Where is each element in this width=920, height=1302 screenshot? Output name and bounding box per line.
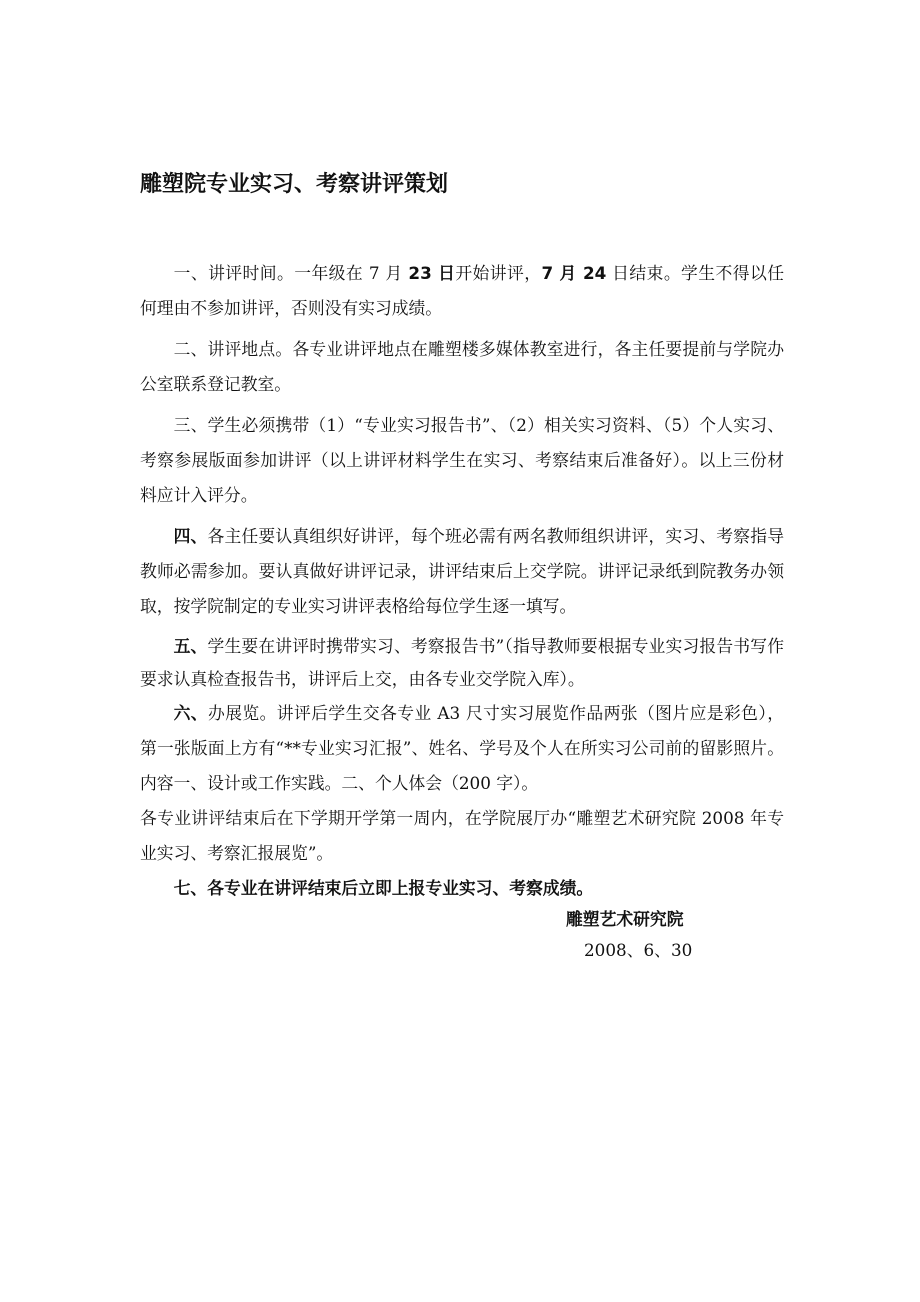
report-text: 学生要在讲评时携带实习、考察报告书”（指导教师要根据专业实习报告书写作要求认真检查报告书，讲评后上交，由各专业交学院入库）。: [140, 636, 784, 689]
materials-text: 学生必须携带（1）“专业实习报告书”、（2）相关实习资料、（5）个人实习、考察参展版面参加讲评（以上讲评材料学生在实习、考察结束后准备好）。以上三份材料应计入评分。: [140, 415, 784, 505]
paragraph-number: 一、: [173, 263, 209, 283]
paragraph-number: 二、: [173, 339, 208, 359]
paragraph-number: 六、: [173, 703, 208, 723]
signature-block: [566, 904, 766, 966]
schedule-text-part3: 日结束。学生不得以任何理由不参加讲评，否则没有实习成绩。: [140, 263, 784, 318]
paragraph-number: 五、: [173, 636, 208, 656]
paragraph-number: 四、: [173, 526, 208, 546]
start-date-day: 23: [408, 263, 432, 283]
paragraph-organization: [140, 519, 784, 624]
location-text: 讲评地点。各专业讲评地点在雕塑楼多媒体教室进行，各主任要提前与学院办公室联系登记教室。: [140, 339, 784, 394]
signature-date: 2008、6、30: [584, 940, 693, 960]
end-date: 7 月 24: [541, 263, 607, 283]
schedule-text-part1: 讲评时间。一年级在 7 月: [208, 263, 409, 283]
document-body: [140, 256, 784, 906]
start-date-suffix: 日: [431, 263, 456, 283]
paragraph-location: [140, 332, 784, 402]
paragraph-exhibition: [140, 696, 784, 801]
document-title: 雕塑院专业实习、考察讲评策划: [140, 172, 449, 197]
paragraph-schedule: [140, 256, 784, 326]
paragraph-materials: [140, 408, 784, 513]
paragraph-exhibition-note: 各专业讲评结束后在下学期开学第一周内，在学院展厅办“雕塑艺术研究院 2008 年专业实习、考察汇报展览”。: [140, 808, 784, 863]
signature-organization: 雕塑艺术研究院: [566, 909, 684, 929]
exhibition-text: 办展览。讲评后学生交各专业 A3 尺寸实习展览作品两张（图片应是彩色），第一张版面上方有“**专业实习汇报”、姓名、学号及个人在所实习公司前的留影照片。内容一、设计或工作实践。二、个人体会（200 字）。: [140, 703, 784, 793]
paragraph-number: 三、: [173, 415, 208, 435]
paragraph-grades: 七、各专业在讲评结束后立即上报专业实习、考察成绩。: [173, 878, 594, 898]
schedule-text-part2: 开始讲评，: [455, 263, 542, 283]
organization-text: 各主任要认真组织好讲评，每个班必需有两名教师组织讲评，实习、考察指导教师必需参加。要认真做好讲评记录，讲评结束后上交学院。讲评记录纸到院教务办领取，按学院制定的专业实习讲评表格给每位学生逐一填写。: [140, 526, 784, 616]
paragraph-report: [140, 630, 784, 696]
